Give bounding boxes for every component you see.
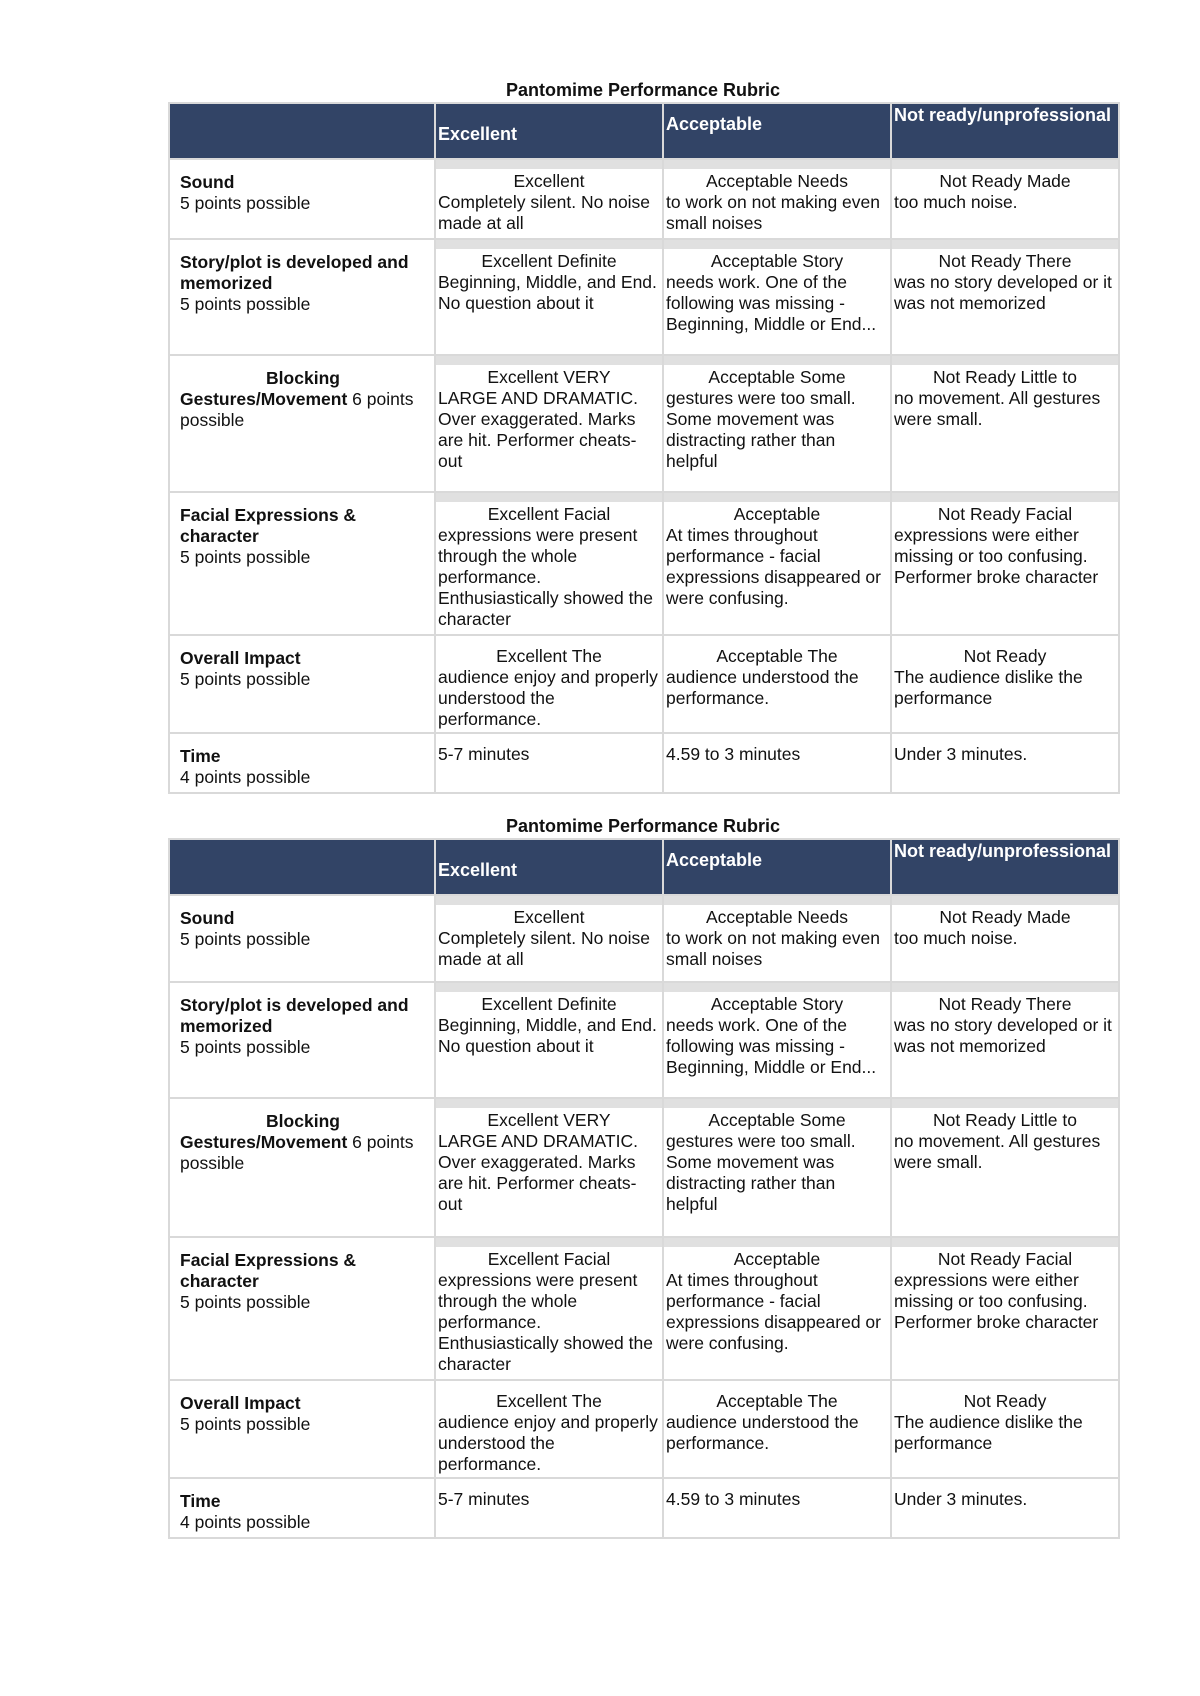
acceptable-cell: Acceptable Needs to work on not making even small noises bbox=[663, 895, 891, 982]
excellent-cell: Excellent Facial expressions were present through the whole performance. Enthusiastically showed the character bbox=[435, 1237, 663, 1380]
acceptable-cell: 4.59 to 3 minutes bbox=[663, 733, 891, 793]
criterion-cell: Story/plot is developed and memorized 5 points possible bbox=[169, 239, 435, 355]
excellent-cell: 5-7 minutes bbox=[435, 733, 663, 793]
not-ready-cell: Under 3 minutes. bbox=[891, 1478, 1119, 1538]
acceptable-cell: Acceptable Story needs work. One of the following was missing - Beginning, Middle or End... bbox=[663, 239, 891, 355]
criterion-cell: Sound 5 points possible bbox=[169, 895, 435, 982]
excellent-cell: Excellent VERY LARGE AND DRAMATIC. Over exaggerated. Marks are hit. Performer cheats-out bbox=[435, 1098, 663, 1237]
header-acceptable: Acceptable bbox=[663, 839, 891, 895]
criterion-cell: Overall Impact 5 points possible bbox=[169, 1380, 435, 1478]
header-not-ready: Not ready/unprofessional bbox=[891, 103, 1119, 159]
header-row bbox=[169, 839, 1119, 895]
not-ready-cell: Not Ready Little to no movement. All gestures were small. bbox=[891, 1098, 1119, 1237]
criterion-cell: Overall Impact 5 points possible bbox=[169, 635, 435, 733]
criterion-cell: Story/plot is developed and memorized 5 points possible bbox=[169, 982, 435, 1098]
table-row bbox=[169, 635, 1119, 733]
not-ready-cell: Not Ready Made too much noise. bbox=[891, 895, 1119, 982]
rubric-title: Pantomime Performance Rubric bbox=[505, 816, 781, 836]
excellent-cell: 5-7 minutes bbox=[435, 1478, 663, 1538]
table-row bbox=[169, 895, 1119, 982]
criterion-cell: Sound 5 points possible bbox=[169, 159, 435, 239]
not-ready-cell: Not Ready Facial expressions were either missing or too confusing. Performer broke character bbox=[891, 1237, 1119, 1380]
not-ready-cell: Not Ready There was no story developed or it was not memorized bbox=[891, 239, 1119, 355]
excellent-cell: Excellent Facial expressions were present through the whole performance. Enthusiastically showed the character bbox=[435, 492, 663, 635]
header-excellent: Excellent bbox=[435, 839, 663, 895]
criterion-cell: Time 4 points possible bbox=[169, 1478, 435, 1538]
acceptable-cell: Acceptable Needs to work on not making even small noises bbox=[663, 159, 891, 239]
not-ready-cell: Not Ready The audience dislike the performance bbox=[891, 635, 1119, 733]
acceptable-cell: Acceptable Story needs work. One of the following was missing - Beginning, Middle or End... bbox=[663, 982, 891, 1098]
not-ready-cell: Not Ready Made too much noise. bbox=[891, 159, 1119, 239]
header-not-ready: Not ready/unprofessional bbox=[891, 839, 1119, 895]
acceptable-cell: Acceptable At times throughout performance - facial expressions disappeared or were confusing. bbox=[663, 492, 891, 635]
not-ready-cell: Not Ready Facial expressions were either missing or too confusing. Performer broke character bbox=[891, 492, 1119, 635]
acceptable-cell: Acceptable At times throughout performance - facial expressions disappeared or were confusing. bbox=[663, 1237, 891, 1380]
acceptable-cell: Acceptable Some gestures were too small. Some movement was distracting rather than helpful bbox=[663, 355, 891, 492]
header-blank bbox=[169, 839, 435, 895]
table-row bbox=[169, 492, 1119, 635]
acceptable-cell: Acceptable The audience understood the performance. bbox=[663, 635, 891, 733]
criterion-cell: Facial Expressions & character 5 points possible bbox=[169, 1237, 435, 1380]
table-row bbox=[169, 733, 1119, 793]
table-row bbox=[169, 355, 1119, 492]
not-ready-cell: Not Ready The audience dislike the performance bbox=[891, 1380, 1119, 1478]
table-row bbox=[169, 239, 1119, 355]
acceptable-cell: Acceptable Some gestures were too small. Some movement was distracting rather than helpful bbox=[663, 1098, 891, 1237]
not-ready-cell: Under 3 minutes. bbox=[891, 733, 1119, 793]
criterion-cell: Blocking Gestures/Movement 6 points possible bbox=[169, 1098, 435, 1237]
table-row bbox=[169, 1478, 1119, 1538]
criterion-cell: Facial Expressions & character 5 points possible bbox=[169, 492, 435, 635]
acceptable-cell: Acceptable The audience understood the performance. bbox=[663, 1380, 891, 1478]
excellent-cell: Excellent The audience enjoy and properly understood the performance. bbox=[435, 635, 663, 733]
excellent-cell: Excellent Definite Beginning, Middle, and End. No question about it bbox=[435, 239, 663, 355]
table-row bbox=[169, 1237, 1119, 1380]
excellent-cell: Excellent Completely silent. No noise made at all bbox=[435, 895, 663, 982]
excellent-cell: Excellent The audience enjoy and properly understood the performance. bbox=[435, 1380, 663, 1478]
not-ready-cell: Not Ready There was no story developed or it was not memorized bbox=[891, 982, 1119, 1098]
excellent-cell: Excellent Completely silent. No noise made at all bbox=[435, 159, 663, 239]
acceptable-cell: 4.59 to 3 minutes bbox=[663, 1478, 891, 1538]
table-row bbox=[169, 159, 1119, 239]
table-row bbox=[169, 1380, 1119, 1478]
rubric-title: Pantomime Performance Rubric bbox=[505, 80, 781, 100]
header-row bbox=[169, 103, 1119, 159]
rubric-table bbox=[168, 838, 1120, 1539]
criterion-cell: Time 4 points possible bbox=[169, 733, 435, 793]
table-row bbox=[169, 1098, 1119, 1237]
rubric-1 bbox=[168, 78, 1118, 794]
rubric-2 bbox=[168, 814, 1118, 1539]
header-excellent: Excellent bbox=[435, 103, 663, 159]
rubric-table bbox=[168, 102, 1120, 794]
criterion-cell: Blocking Gestures/Movement 6 points possible bbox=[169, 355, 435, 492]
excellent-cell: Excellent Definite Beginning, Middle, and End. No question about it bbox=[435, 982, 663, 1098]
table-row bbox=[169, 982, 1119, 1098]
not-ready-cell: Not Ready Little to no movement. All gestures were small. bbox=[891, 355, 1119, 492]
header-acceptable: Acceptable bbox=[663, 103, 891, 159]
excellent-cell: Excellent VERY LARGE AND DRAMATIC. Over exaggerated. Marks are hit. Performer cheats-out bbox=[435, 355, 663, 492]
header-blank bbox=[169, 103, 435, 159]
